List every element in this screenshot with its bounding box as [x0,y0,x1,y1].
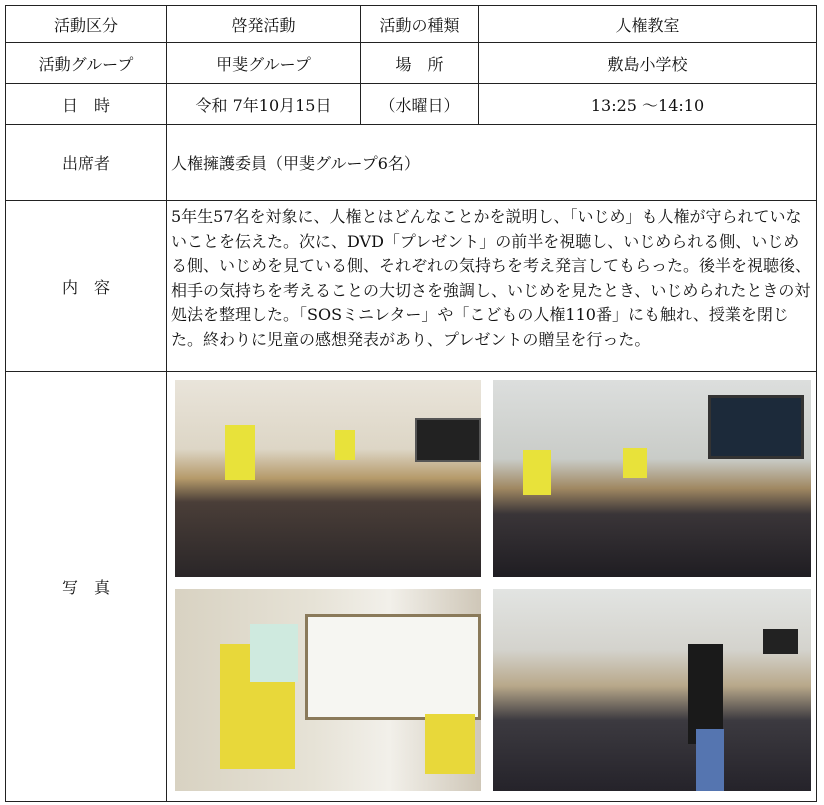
row-activity-category [6,6,817,43]
row-group [6,43,817,84]
activity-report-table [5,5,817,802]
label-content: 内 容 [6,201,167,372]
label-datetime: 日 時 [6,84,167,125]
label-activity-type: 活動の種類 [361,6,479,43]
photo-member-holding-leaflet [175,589,481,791]
photo-classroom-presentation [175,380,481,577]
row-photos [6,372,817,802]
value-weekday: （水曜日） [361,84,479,125]
value-group: 甲斐グループ [167,43,361,84]
value-activity-category: 啓発活動 [167,6,361,43]
row-content [6,201,817,372]
value-activity-type: 人権教室 [479,6,817,43]
row-attendees [6,125,817,201]
label-group: 活動グループ [6,43,167,84]
photo-grid [167,372,816,801]
value-time: 13:25 ～14:10 [479,84,817,125]
label-place: 場 所 [361,43,479,84]
photo-students-watching-dvd [493,380,811,577]
value-place: 敷島小学校 [479,43,817,84]
label-attendees: 出席者 [6,125,167,201]
value-attendees: 人権擁護委員（甲斐グループ6名） [167,125,817,201]
label-photos: 写 真 [6,372,167,802]
photo-student-speaking [493,589,811,791]
label-activity-category: 活動区分 [6,6,167,43]
value-date: 令和 7年10月15日 [167,84,361,125]
value-content: 5年生57名を対象に、人権とはどんなことかを説明し、「いじめ」も人権が守られていないことを伝えた。次に、DVD「プレゼント」の前半を視聴し、いじめられる側、いじめる側、いじめを見ている側、それぞれの気持ちを考え発言してもらった。後半を視聴後、相手の気持ちを考えることの大切さを強調し、いじめを見たとき、いじめられたときの対処法を整理した。「SOSミニレター」や「こどもの人権110番」にも触れ、授業を閉じた。終わりに児童の感想発表があり、プレゼントの贈呈を行った。 [167,201,817,372]
row-datetime [6,84,817,125]
